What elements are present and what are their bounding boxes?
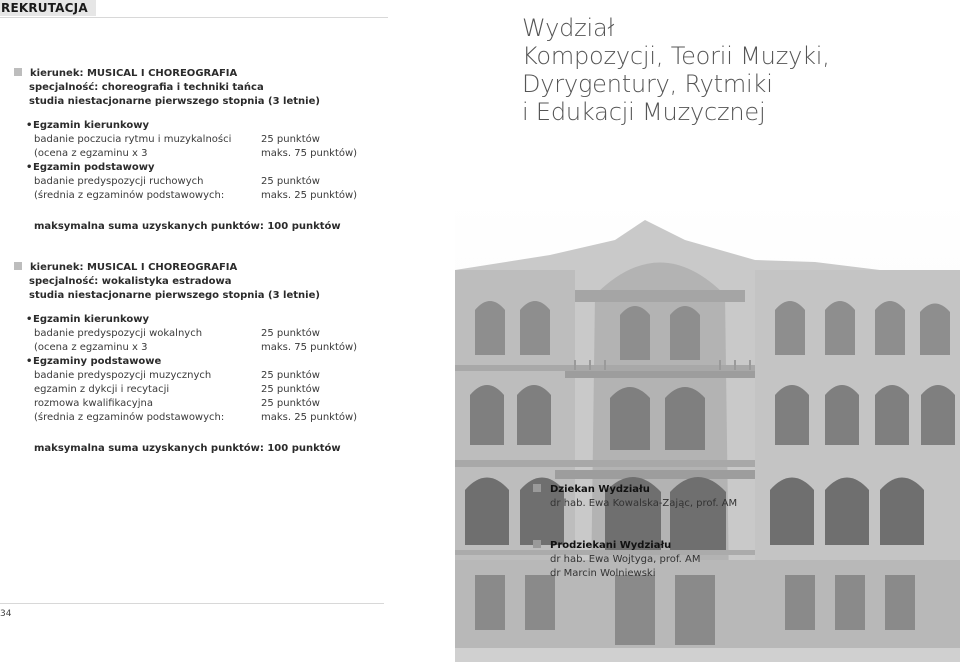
program-kierunek-text: kierunek: MUSICAL I CHOREOGRAFIA xyxy=(30,262,238,273)
exam-list xyxy=(14,313,357,425)
faculty-title xyxy=(522,14,952,126)
top-divider xyxy=(0,17,388,18)
exam-title xyxy=(14,161,357,175)
program-block-vocal xyxy=(14,261,357,425)
square-bullet-icon xyxy=(14,68,22,76)
exam-row xyxy=(14,327,357,341)
exam-title-text: Egzamin kierunkowy xyxy=(33,314,150,325)
program-specjalnosc: specjalność: choreografia i techniki tańca xyxy=(29,82,264,93)
bullet-icon: • xyxy=(26,356,33,367)
program-studia: studia niestacjonarne pierwszego stopnia (3 letnie) xyxy=(29,290,320,301)
exam-row-points: 25 punktów xyxy=(261,176,320,187)
dean-name: dr hab. Ewa Kowalska-Zając, prof. AM xyxy=(550,498,738,509)
faculty-title-line: i Edukacji Muzycznej xyxy=(522,98,766,126)
exam-row xyxy=(14,147,357,161)
exam-row xyxy=(14,341,357,355)
exam-title-text: Egzaminy podstawowe xyxy=(33,356,162,367)
vice-deans-title-text: Prodziekani Wydziału xyxy=(550,540,672,551)
bottom-divider xyxy=(0,603,384,604)
program-kierunek-text: kierunek: MUSICAL I CHOREOGRAFIA xyxy=(30,68,238,79)
faculty-title-line: Wydział xyxy=(522,14,615,42)
program-block-choreography xyxy=(14,67,357,203)
bullet-icon: • xyxy=(26,120,33,131)
exam-row-label: badanie predyspozycji wokalnych xyxy=(34,328,203,339)
vice-dean-name: dr hab. Ewa Wojtyga, prof. AM xyxy=(550,554,701,565)
exam-row xyxy=(14,133,357,147)
exam-row-points: maks. 25 punktów) xyxy=(261,412,358,423)
exam-title xyxy=(14,119,357,133)
exam-row-points: maks. 25 punktów) xyxy=(261,190,358,201)
max-sum-total: maksymalna suma uzyskanych punktów: 100 punktów xyxy=(34,221,341,232)
exam-list xyxy=(14,119,357,203)
exam-row xyxy=(14,411,357,425)
dean-title-text: Dziekan Wydziału xyxy=(550,484,650,495)
exam-row-label: rozmowa kwalifikacyjna xyxy=(34,398,153,409)
exam-row-points: 25 punktów xyxy=(261,384,320,395)
exam-row-label: (średnia z egzaminów podstawowych: xyxy=(34,190,225,201)
page-number: 34 xyxy=(0,609,12,619)
program-kierunek xyxy=(14,67,357,81)
exam-row-label: badanie poczucia rytmu i muzykalności xyxy=(34,134,232,145)
exam-row-label: badanie predyspozycji muzycznych xyxy=(34,370,212,381)
exam-row-label: (ocena z egzaminu x 3 xyxy=(34,342,148,353)
exam-row-label: (ocena z egzaminu x 3 xyxy=(34,148,148,159)
bullet-icon: • xyxy=(26,162,33,173)
faculty-title-line: Dyrygentury, Rytmiki xyxy=(522,70,773,98)
building-illustration xyxy=(455,200,960,662)
exam-row-label: (średnia z egzaminów podstawowych: xyxy=(34,412,225,423)
exam-title-text: Egzamin kierunkowy xyxy=(33,120,150,131)
vice-dean-name: dr Marcin Wolniewski xyxy=(550,568,656,579)
exam-row-points: maks. 75 punktów) xyxy=(261,148,358,159)
exam-row-points: 25 punktów xyxy=(261,328,320,339)
exam-row-points: 25 punktów xyxy=(261,398,320,409)
vice-deans-title xyxy=(533,539,700,553)
exam-row-points: 25 punktów xyxy=(261,370,320,381)
exam-title-text: Egzamin podstawowy xyxy=(33,162,155,173)
square-bullet-icon xyxy=(14,262,22,270)
exam-row-points: 25 punktów xyxy=(261,134,320,145)
exam-row xyxy=(14,397,357,411)
max-sum-total: maksymalna suma uzyskanych punktów: 100 punktów xyxy=(34,443,341,454)
program-studia: studia niestacjonarne pierwszego stopnia (3 letnie) xyxy=(29,96,320,107)
square-bullet-icon xyxy=(533,540,541,548)
dean-title xyxy=(533,483,737,497)
bullet-icon: • xyxy=(26,314,33,325)
exam-title xyxy=(14,355,357,369)
exam-row-label: egzamin z dykcji i recytacji xyxy=(34,384,170,395)
section-tag: REKRUTACJA xyxy=(0,0,96,16)
program-specjalnosc: specjalność: wokalistyka estradowa xyxy=(29,276,232,287)
faculty-title-line: Kompozycji, Teorii Muzyki, xyxy=(522,42,830,70)
exam-row-label: badanie predyspozycji ruchowych xyxy=(34,176,204,187)
program-kierunek xyxy=(14,261,357,275)
exam-title xyxy=(14,313,357,327)
exam-row xyxy=(14,383,357,397)
exam-row xyxy=(14,175,357,189)
exam-row xyxy=(14,189,357,203)
square-bullet-icon xyxy=(533,484,541,492)
vice-deans-block xyxy=(533,539,700,581)
exam-row xyxy=(14,369,357,383)
dean-block xyxy=(533,483,737,511)
exam-row-points: maks. 75 punktów) xyxy=(261,342,358,353)
